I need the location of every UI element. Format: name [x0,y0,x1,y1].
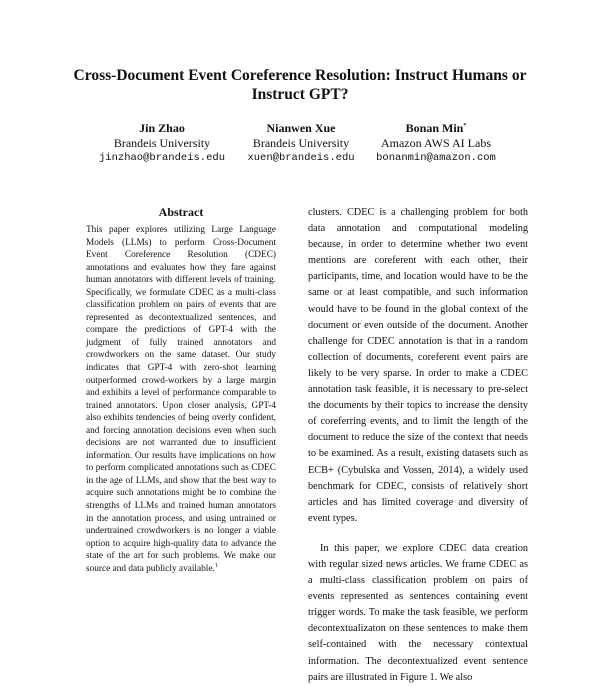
author-3 [351,121,521,166]
author-affiliation: Amazon AWS AI Labs [380,136,492,150]
abstract-text: This paper explores utilizing Large Language Models (LLMs) to perform Cross-Document Event Coreference Resolution (CDEC) annotations and evaluates how they fare against human annotators with different levels of training. Specifically, we formulate CDEC as a multi-class classification problem on pairs of events that are represented as decontextualized sentences, and compare the predictions of GPT-4 with the judgment of fully trained annotators and crowdworkers on the same dataset. Our study indicates that GPT-4 with zero-shot learning outperformed crowd-workers by a large margin and exhibits a level of performance comparable to trained annotators. Upon closer analysis, GPT-4 also exhibits tendencies of being overly confident, and forcing annotation decisions even when such decisions are not warranted due to insufficient information. Our results have implications on how to perform complicated annotations such as CDEC in the age of LLMs, and show that the best way to acquire such annotations might be to combine the strengths of LLMs and trained human annotators in the annotation process, and using untrained or undertrained crowdworkers is no longer a viable option to acquire high-quality data to advance the state of the art for such problems. We make our source and data publicly available. [86,225,276,574]
body-paragraph-2: In this paper, we explore CDEC data creation with regular sized news articles. We frame CDEC as a multi-class classification problem on pairs of events represented as sentences containing event trigger words. To make the task feasible, we perform decontextualizaton on these sentences to make them self-contained with the necessary contextual information. The decontextualized event sentence pairs are illustrated in Figure 1. We also [308,542,528,683]
abstract-body [86,224,276,575]
author-name: Jin Zhao [139,121,185,135]
right-column [308,205,528,686]
author-footnote-mark: * [463,123,467,129]
author-name: Nianwen Xue [266,121,336,135]
author-name: Bonan Min* [405,121,467,135]
author-email: xuen@brandeis.edu [247,152,355,164]
author-email: jinzhao@brandeis.edu [98,152,226,164]
author-affiliation: Brandeis University [113,136,211,150]
footnote-mark: 1 [214,562,218,569]
author-email: bonanmin@amazon.com [376,152,496,164]
body-paragraph-1: clusters. CDEC is a challenging problem for both data annotation and computational modeling because, in order to determine whether two event mentions are coreferent with each other, their participants, time, and location would have to be the same or at least compatible, and such information would have to be found in the global context of the document or even outside of the document. Another challenge for CDEC annotation is that in a random collection of documents, coreferent event pairs are likely to be very sparse. In order to make a CDEC annotation task feasible, it is necessary to pre-select the documents by their topics to increase the density of coreferring events, and to limit the length of the document to reduce the size of the context that needs to be examined. As a result, existing datasets such as ECB+ (Cybulska and Vossen, 2014), a widely used benchmark for CDEC, consists of relatively short articles and has limited coverage and diversity of event types. [308,207,528,524]
paper-title: Cross-Document Event Coreference Resolution: Instruct Humans or Instruct GPT? [73,67,527,103]
author-affiliation: Brandeis University [252,136,350,150]
abstract-heading: Abstract [158,205,204,219]
